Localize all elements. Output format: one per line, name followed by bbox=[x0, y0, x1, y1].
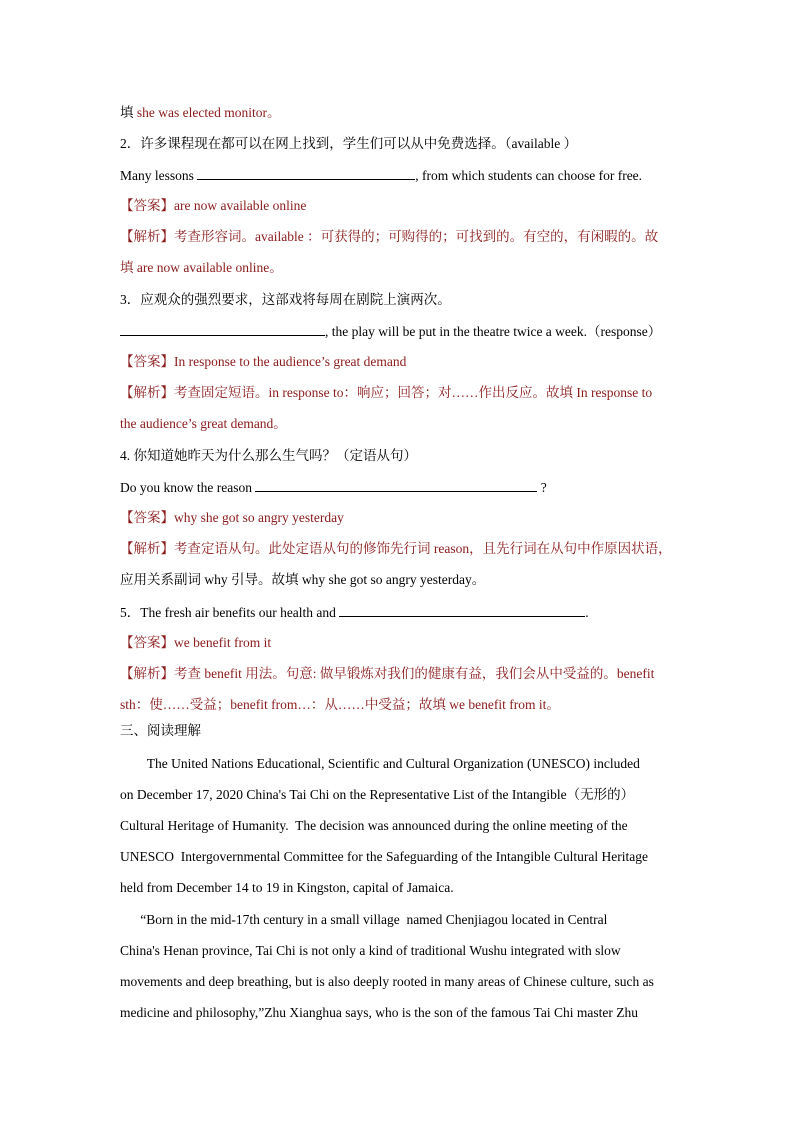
q2-number: 2． bbox=[120, 136, 141, 151]
q2-prompt bbox=[120, 134, 577, 154]
passage-p2-line3: movements and deep breathing, but is also deeply rooted in many areas of Chinese culture, such as bbox=[120, 974, 654, 989]
q5-answer bbox=[120, 633, 271, 653]
q4-analysis-line1 bbox=[120, 539, 672, 559]
q4-analysis-text1: 考查定语从句。此处定语从句的修饰先行词 reason，且先行词在从句中作原因状语， bbox=[174, 541, 672, 556]
q4-blank[interactable] bbox=[255, 477, 537, 492]
q5-analysis-text1: 考查 benefit 用法。句意: 做早锻炼对我们的健康有益，我们会从中受益的。benefit bbox=[174, 666, 655, 681]
q5-analysis-label: 【解析】 bbox=[120, 666, 174, 681]
q4-analysis-line2 bbox=[120, 570, 485, 590]
q1-answer-tail bbox=[120, 103, 280, 123]
passage-p1-line2: on December 17, 2020 China's Tai Chi on the Representative List of the Intangible（无形的） bbox=[120, 787, 635, 802]
q5-sentence bbox=[120, 602, 589, 623]
q5-answer-text: we benefit from it bbox=[174, 635, 272, 650]
q3-answer-label: 【答案】 bbox=[120, 354, 174, 369]
q2-answer bbox=[120, 196, 306, 216]
q2-answer-text: are now available online bbox=[174, 198, 307, 213]
q1-answer-text: she was elected monitor。 bbox=[136, 105, 281, 120]
q2-analysis-line2: 填 are now available online。 bbox=[120, 260, 283, 275]
q4-answer-text: why she got so angry yesterday bbox=[174, 510, 344, 525]
q2-sentence bbox=[120, 165, 642, 186]
q2-analysis-label: 【解析】 bbox=[120, 229, 174, 244]
q3-number: 3． bbox=[120, 292, 141, 307]
q4-analysis-label: 【解析】 bbox=[120, 541, 174, 556]
q2-blank[interactable] bbox=[197, 165, 415, 180]
passage-p1-line4: UNESCO Intergovernmental Committee for the Safeguarding of the Intangible Cultural Heritage bbox=[120, 849, 648, 864]
q3-sentence-end: , the play will be put in the theatre twice a week.（response） bbox=[325, 324, 662, 339]
q3-analysis-text1: 考查固定短语。in response to：响应；回答；对……作出反应。故填 In response to bbox=[174, 385, 653, 400]
section-title: 三、阅读理解 bbox=[120, 723, 201, 738]
q4-sentence-start: Do you know the reason bbox=[120, 480, 256, 495]
passage-p2-line2: China's Henan province, Tai Chi is not only a kind of traditional Wushu integrated with slow bbox=[120, 943, 621, 958]
q4-number: 4. bbox=[120, 448, 134, 463]
q2-sentence-end: , from which students can choose for free. bbox=[415, 168, 643, 183]
passage-p1-line5: held from December 14 to 19 in Kingston, capital of Jamaica. bbox=[120, 880, 454, 895]
q2-sentence-start: Many lessons bbox=[120, 168, 198, 183]
q4-sentence bbox=[120, 477, 547, 498]
q4-prompt bbox=[120, 446, 417, 466]
q3-sentence bbox=[120, 321, 661, 342]
q5-sentence-end: . bbox=[585, 605, 589, 620]
q3-analysis-line2: the audience’s great demand。 bbox=[120, 416, 287, 431]
q5-blank[interactable] bbox=[339, 602, 585, 617]
q5-sentence-start: The fresh air benefits our health and bbox=[140, 605, 340, 620]
passage-p1-line1: The United Nations Educational, Scientific and Cultural Organization (UNESCO) included bbox=[120, 756, 640, 771]
q3-prompt bbox=[120, 290, 451, 310]
q2-analysis-line1 bbox=[120, 227, 658, 247]
passage-p2-line4: medicine and philosophy,”Zhu Xianghua says, who is the son of the famous Tai Chi master Zhu bbox=[120, 1005, 638, 1020]
q5-number: 5． bbox=[120, 605, 141, 620]
q3-answer-text: In response to the audience’s great demand bbox=[174, 354, 407, 369]
passage-p1-line3: Cultural Heritage of Humanity. The decision was announced during the online meeting of the bbox=[120, 818, 628, 833]
q4-prompt-text: 你知道她昨天为什么那么生气吗？（定语从句） bbox=[133, 448, 417, 463]
q3-analysis-line1 bbox=[120, 383, 652, 403]
passage-p2-line1: “Born in the mid-17th century in a small village named Chenjiagou located in Central bbox=[120, 912, 608, 927]
q2-answer-label: 【答案】 bbox=[120, 198, 174, 213]
q4-analysis-text2: 应用关系副词 why 引导。故填 why she got so angry yesterday。 bbox=[120, 572, 486, 587]
q4-answer bbox=[120, 508, 344, 528]
q5-answer-label: 【答案】 bbox=[120, 635, 174, 650]
q4-sentence-end: ? bbox=[537, 480, 547, 495]
q5-analysis-line1 bbox=[120, 664, 654, 684]
q5-analysis-line2: sth：使……受益；benefit from…：从……中受益；故填 we benefit from it。 bbox=[120, 697, 560, 712]
q2-prompt-text: 许多课程现在都可以在网上找到，学生们可以从中免费选择。（available ） bbox=[140, 136, 578, 151]
q2-analysis-text1: 考查形容词。available ：可获得的；可购得的；可找到的。有空的，有闲暇的。故 bbox=[174, 229, 659, 244]
q1-answer-prefix: 填 bbox=[120, 105, 137, 120]
q3-prompt-text: 应观众的强烈要求，这部戏将每周在剧院上演两次。 bbox=[140, 292, 451, 307]
q3-blank[interactable] bbox=[120, 321, 325, 336]
q4-answer-label: 【答案】 bbox=[120, 510, 174, 525]
q3-analysis-label: 【解析】 bbox=[120, 385, 174, 400]
q3-answer bbox=[120, 352, 406, 372]
